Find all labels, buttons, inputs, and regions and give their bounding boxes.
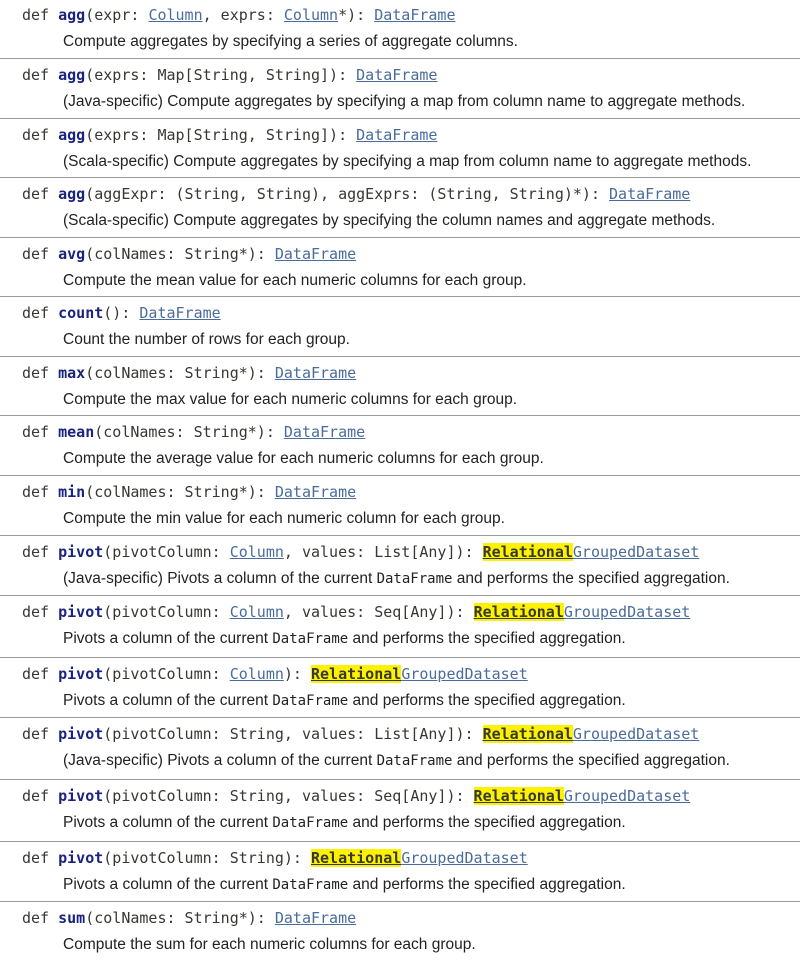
- description-text: Pivots a column of the current: [63, 692, 273, 709]
- method-entry: [0, 659, 800, 717]
- highlighted-type-prefix[interactable]: Relational: [473, 603, 564, 621]
- type-link[interactable]: Column: [229, 665, 284, 683]
- method-description: [63, 390, 517, 410]
- type-link[interactable]: GroupedDataset: [401, 665, 528, 683]
- description-text: (Java-specific) Pivots a column of the current: [63, 752, 377, 769]
- method-description: [63, 813, 626, 833]
- method-description: [63, 935, 476, 955]
- def-keyword: def: [22, 304, 50, 322]
- description-text: Compute the min value for each numeric column for each group.: [63, 510, 505, 527]
- method-description: [63, 629, 626, 649]
- method-entry: [0, 477, 800, 535]
- def-keyword: def: [22, 6, 50, 24]
- highlighted-type-prefix[interactable]: Relational: [482, 543, 573, 561]
- row-divider: [0, 841, 800, 842]
- method-entry: [0, 417, 800, 475]
- method-signature: [22, 665, 528, 683]
- method-description: [63, 691, 626, 711]
- method-entry: [0, 120, 800, 178]
- signature-text: *):: [338, 6, 375, 24]
- method-name[interactable]: pivot: [58, 543, 104, 561]
- def-keyword: def: [22, 423, 50, 441]
- type-link[interactable]: GroupedDataset: [401, 849, 528, 867]
- method-signature: [22, 245, 356, 263]
- def-keyword: def: [22, 543, 50, 561]
- method-name[interactable]: agg: [58, 66, 86, 84]
- method-entry: [0, 179, 800, 237]
- description-text: Compute the sum for each numeric columns for each group.: [63, 936, 476, 953]
- signature-text: (colNames: String*):: [85, 483, 275, 501]
- signature-text: ):: [283, 665, 311, 683]
- method-entry: [0, 843, 800, 901]
- code-term: DataFrame: [272, 815, 349, 831]
- row-divider: [0, 415, 800, 416]
- row-divider: [0, 237, 800, 238]
- signature-text: (pivotColumn:: [103, 603, 230, 621]
- row-divider: [0, 58, 800, 59]
- description-text: (Java-specific) Compute aggregates by specifying a map from column name to aggregate methods.: [63, 93, 746, 110]
- signature-text: ():: [103, 304, 140, 322]
- description-text: and performs the specified aggregation.: [452, 752, 730, 769]
- row-divider: [0, 779, 800, 780]
- row-divider: [0, 296, 800, 297]
- def-keyword: def: [22, 364, 50, 382]
- row-divider: [0, 535, 800, 536]
- method-name[interactable]: pivot: [58, 603, 104, 621]
- signature-text: (pivotColumn:: [103, 543, 230, 561]
- method-signature: [22, 126, 437, 144]
- row-divider: [0, 356, 800, 357]
- description-text: and performs the specified aggregation.: [348, 692, 626, 709]
- def-keyword: def: [22, 66, 50, 84]
- description-text: Pivots a column of the current: [63, 876, 273, 893]
- code-term: DataFrame: [376, 753, 453, 769]
- highlighted-type-prefix[interactable]: Relational: [473, 787, 564, 805]
- method-signature: [22, 6, 456, 24]
- method-description: [63, 875, 626, 895]
- type-link[interactable]: Column: [283, 6, 339, 24]
- type-link[interactable]: DataFrame: [356, 126, 438, 144]
- method-signature: [22, 725, 699, 743]
- def-keyword: def: [22, 725, 50, 743]
- row-divider: [0, 657, 800, 658]
- method-entry: [0, 0, 800, 58]
- signature-text: (pivotColumn: String, values: List[Any]):: [103, 725, 483, 743]
- type-link[interactable]: Column: [148, 6, 203, 24]
- signature-text: (colNames: String*):: [85, 364, 275, 382]
- description-text: (Java-specific) Pivots a column of the current: [63, 570, 377, 587]
- method-signature: [22, 66, 437, 84]
- method-name[interactable]: avg: [58, 245, 86, 263]
- method-name[interactable]: count: [58, 304, 104, 322]
- row-divider: [0, 901, 800, 902]
- description-text: Pivots a column of the current: [63, 814, 273, 831]
- def-keyword: def: [22, 849, 50, 867]
- type-link[interactable]: GroupedDataset: [572, 543, 700, 561]
- signature-text: (pivotColumn: String, values: Seq[Any]):: [103, 787, 474, 805]
- method-name[interactable]: agg: [58, 126, 86, 144]
- method-name[interactable]: max: [58, 364, 86, 382]
- description-text: and performs the specified aggregation.: [452, 570, 730, 587]
- description-text: (Scala-specific) Compute aggregates by specifying the column names and aggregate methods.: [63, 212, 716, 229]
- code-term: DataFrame: [376, 571, 453, 587]
- method-name[interactable]: pivot: [58, 849, 104, 867]
- def-keyword: def: [22, 665, 50, 683]
- description-text: Compute aggregates by specifying a series of aggregate columns.: [63, 33, 518, 50]
- row-divider: [0, 475, 800, 476]
- method-signature: [22, 364, 356, 382]
- def-keyword: def: [22, 483, 50, 501]
- code-term: DataFrame: [272, 631, 349, 647]
- type-link[interactable]: DataFrame: [274, 245, 357, 263]
- description-text: (Scala-specific) Compute aggregates by specifying a map from column name to aggregate methods.: [63, 153, 752, 170]
- code-term: DataFrame: [272, 693, 349, 709]
- signature-text: , values: Seq[Any]):: [283, 603, 474, 621]
- method-name[interactable]: mean: [58, 423, 95, 441]
- type-link[interactable]: Column: [229, 603, 284, 621]
- method-description: [63, 751, 730, 771]
- def-keyword: def: [22, 603, 50, 621]
- def-keyword: def: [22, 126, 50, 144]
- type-link[interactable]: Column: [229, 543, 284, 561]
- method-name[interactable]: pivot: [58, 725, 104, 743]
- type-link[interactable]: DataFrame: [274, 364, 357, 382]
- method-name[interactable]: pivot: [58, 787, 104, 805]
- method-description: [63, 330, 350, 350]
- method-name[interactable]: min: [58, 483, 86, 501]
- def-keyword: def: [22, 909, 50, 927]
- signature-text: , exprs:: [202, 6, 284, 24]
- signature-text: (exprs: Map[String, String]):: [85, 66, 357, 84]
- signature-text: (expr:: [85, 6, 149, 24]
- signature-text: (pivotColumn:: [103, 665, 230, 683]
- method-name[interactable]: pivot: [58, 665, 104, 683]
- method-name[interactable]: agg: [58, 185, 86, 203]
- signature-text: (pivotColumn: String):: [103, 849, 311, 867]
- type-link[interactable]: DataFrame: [356, 66, 438, 84]
- method-signature: [22, 483, 356, 501]
- def-keyword: def: [22, 787, 50, 805]
- method-signature: [22, 543, 699, 561]
- method-description: [63, 211, 715, 231]
- type-link[interactable]: DataFrame: [609, 185, 691, 203]
- signature-text: (colNames: String*):: [85, 245, 275, 263]
- method-description: [63, 509, 505, 529]
- highlighted-type-prefix[interactable]: Relational: [311, 665, 402, 683]
- method-entry: [0, 358, 800, 416]
- method-entry: [0, 597, 800, 655]
- def-keyword: def: [22, 185, 50, 203]
- method-signature: [22, 423, 365, 441]
- description-text: Compute the max value for each numeric columns for each group.: [63, 391, 518, 408]
- method-name[interactable]: sum: [58, 909, 86, 927]
- description-text: Compute the mean value for each numeric columns for each group.: [63, 272, 527, 289]
- row-divider: [0, 595, 800, 596]
- method-signature: [22, 849, 528, 867]
- description-text: and performs the specified aggregation.: [348, 630, 626, 647]
- description-text: and performs the specified aggregation.: [348, 876, 626, 893]
- method-entry: [0, 719, 800, 777]
- signature-text: (aggExpr: (String, String), aggExprs: (String, String)*):: [85, 185, 610, 203]
- type-link[interactable]: GroupedDataset: [563, 603, 691, 621]
- row-divider: [0, 118, 800, 119]
- method-signature: [22, 909, 356, 927]
- def-keyword: def: [22, 245, 50, 263]
- method-signature: [22, 787, 690, 805]
- method-description: [63, 271, 527, 291]
- signature-text: (exprs: Map[String, String]):: [85, 126, 357, 144]
- type-link[interactable]: DataFrame: [139, 304, 221, 322]
- type-link[interactable]: GroupedDataset: [563, 787, 691, 805]
- method-description: [63, 92, 745, 112]
- code-term: DataFrame: [272, 877, 349, 893]
- method-entry: [0, 537, 800, 595]
- method-description: [63, 449, 544, 469]
- method-entry: [0, 903, 800, 961]
- type-link[interactable]: GroupedDataset: [572, 725, 700, 743]
- method-description: [63, 152, 751, 172]
- description-text: Count the number of rows for each group.: [63, 331, 350, 348]
- method-signature: [22, 185, 690, 203]
- signature-text: (colNames: String*):: [94, 423, 284, 441]
- highlighted-type-prefix[interactable]: Relational: [482, 725, 573, 743]
- method-name[interactable]: agg: [58, 6, 86, 24]
- method-description: [63, 569, 730, 589]
- row-divider: [0, 717, 800, 718]
- type-link[interactable]: DataFrame: [274, 483, 357, 501]
- method-entry: [0, 239, 800, 297]
- description-text: Compute the average value for each numeric columns for each group.: [63, 450, 544, 467]
- highlighted-type-prefix[interactable]: Relational: [311, 849, 402, 867]
- description-text: and performs the specified aggregation.: [348, 814, 626, 831]
- method-signature: [22, 304, 221, 322]
- method-entry: [0, 781, 800, 839]
- method-entry: [0, 298, 800, 356]
- description-text: Pivots a column of the current: [63, 630, 273, 647]
- row-divider: [0, 177, 800, 178]
- type-link[interactable]: DataFrame: [283, 423, 366, 441]
- method-entry: [0, 60, 800, 118]
- type-link[interactable]: DataFrame: [274, 909, 357, 927]
- method-description: [63, 32, 518, 52]
- method-signature: [22, 603, 690, 621]
- signature-text: (colNames: String*):: [85, 909, 275, 927]
- type-link[interactable]: DataFrame: [374, 6, 456, 24]
- signature-text: , values: List[Any]):: [283, 543, 483, 561]
